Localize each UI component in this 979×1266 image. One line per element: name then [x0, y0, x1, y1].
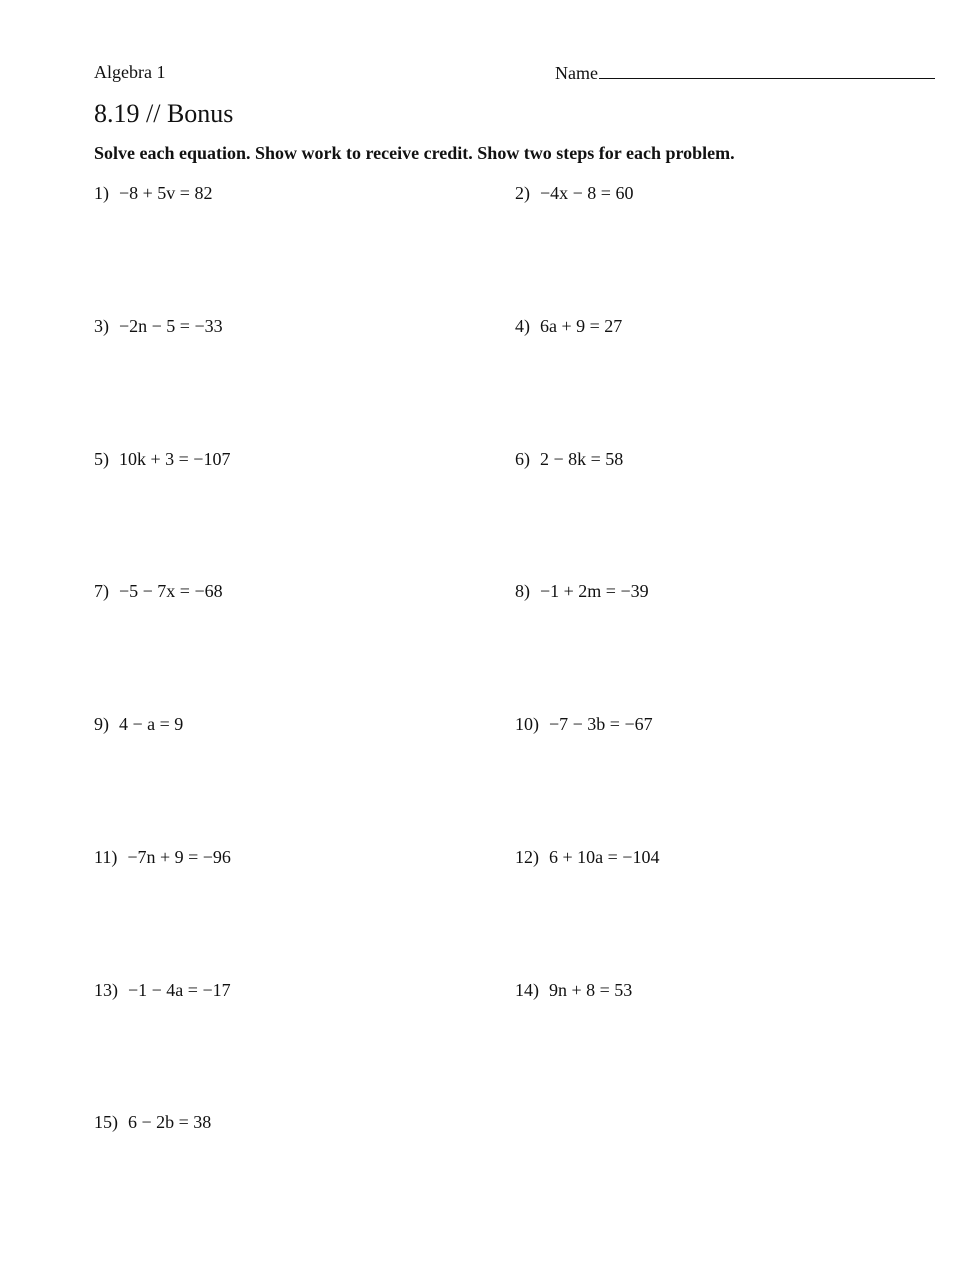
problem-item	[94, 315, 223, 337]
problem-equation: −5 − 7x = −68	[119, 581, 223, 601]
problem-number: 5)	[94, 449, 109, 469]
problem-number: 1)	[94, 183, 109, 203]
problem-number: 13)	[94, 980, 118, 1000]
problem-item	[94, 846, 231, 868]
problem-item	[515, 315, 622, 337]
problem-number: 8)	[515, 581, 530, 601]
problem-equation: 2 − 8k = 58	[540, 449, 624, 469]
problem-equation: −7n + 9 = −96	[127, 847, 231, 867]
problem-equation: 4 − a = 9	[119, 714, 184, 734]
problem-equation: −8 + 5v = 82	[119, 183, 213, 203]
problem-number: 3)	[94, 316, 109, 336]
problem-item	[515, 448, 623, 470]
problem-item	[515, 846, 659, 868]
problem-number: 14)	[515, 980, 539, 1000]
problem-number: 2)	[515, 183, 530, 203]
name-label: Name	[555, 63, 598, 83]
problem-item	[94, 979, 231, 1001]
problem-number: 4)	[515, 316, 530, 336]
problem-number: 6)	[515, 449, 530, 469]
problem-equation: −4x − 8 = 60	[540, 183, 634, 203]
problem-equation: −1 + 2m = −39	[540, 581, 649, 601]
student-name-field[interactable]	[555, 61, 935, 84]
problem-equation: −7 − 3b = −67	[549, 714, 653, 734]
problem-number: 9)	[94, 714, 109, 734]
problem-item	[94, 713, 183, 735]
problem-equation: 6 + 10a = −104	[549, 847, 660, 867]
course-name: Algebra 1	[94, 62, 166, 82]
problem-number: 10)	[515, 714, 539, 734]
problem-item	[515, 979, 632, 1001]
problem-item	[94, 1111, 211, 1133]
instructions: Solve each equation. Show work to receive credit. Show two steps for each problem.	[94, 143, 735, 163]
problem-equation: 6a + 9 = 27	[540, 316, 623, 336]
problem-item	[94, 182, 212, 204]
problem-item	[94, 580, 223, 602]
problem-number: 7)	[94, 581, 109, 601]
problem-equation: −1 − 4a = −17	[128, 980, 231, 1000]
name-blank-line[interactable]	[599, 61, 935, 79]
problem-number: 15)	[94, 1112, 118, 1132]
problem-equation: 10k + 3 = −107	[119, 449, 231, 469]
problem-item	[515, 580, 649, 602]
problem-equation: 6 − 2b = 38	[128, 1112, 212, 1132]
problem-item	[94, 448, 230, 470]
worksheet-title: 8.19 // Bonus	[94, 99, 234, 128]
problem-equation: 9n + 8 = 53	[549, 980, 633, 1000]
problem-number: 11)	[94, 847, 118, 867]
problem-equation: −2n − 5 = −33	[119, 316, 223, 336]
problem-item	[515, 182, 633, 204]
problem-number: 12)	[515, 847, 539, 867]
problem-item	[515, 713, 653, 735]
